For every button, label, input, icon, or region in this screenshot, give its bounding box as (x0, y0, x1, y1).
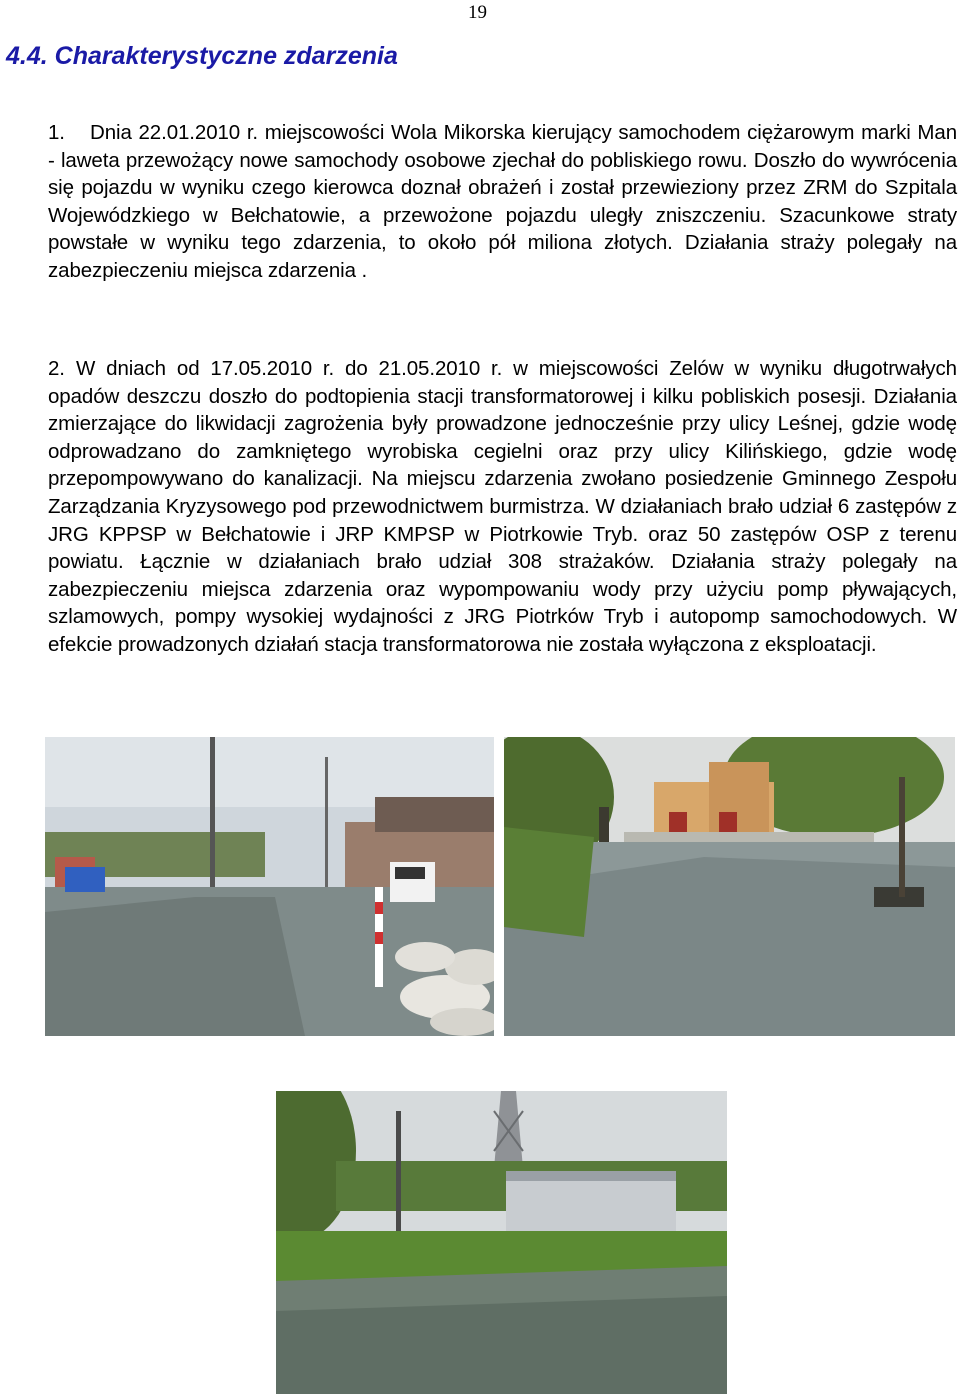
flooded-street-photo (45, 737, 494, 1036)
flooded-square-photo (504, 737, 955, 1036)
flooded-substation-photo (276, 1091, 727, 1394)
list-item-number: 1. (48, 121, 65, 144)
list-item-text: Dnia 22.01.2010 r. miejscowości Wola Mikorska kierujący samochodem ciężarowym marki Man - laweta przewożący nowe samochody osobowe zjechał do pobliskiego rowu. Doszło do wywrócenia się pojazdu w wyniku czego kierowca doznał obrażeń i został przewieziony przez ZRM do Szpitala Wojewódzkiego w Bełchatowie, a przewożone pojazdu uległy zniszczeniu. Szacunkowe straty powstałe w wyniku tego zdarzenia, to około pół miliona złotych. Działania straży polegały na zabezpieczeniu miejsca zdarzenia . (48, 121, 957, 282)
list-item (48, 119, 957, 285)
list-item-text: W dniach od 17.05.2010 r. do 21.05.2010 r. w miejscowości Zelów w wyniku długotrwałych opadów deszczu doszło do podtopienia stacji transformatorowej i kilku pobliskich posesji. Działania zmierzające do likwidacji zagrożenia były prowadzone jednocześnie przy ulicy Leśnej, gdzie wodę odprowadzano do zamkniętego wyrobiska cegielni oraz przy ulicy Kilińskiego, gdzie wodę przepompowywano do kanalizacji. Na miejscu zdarzenia zwołano posiedzenie Gminnego Zespołu Zarządzania Kryzysowego pod przewodnictwem burmistrza. W działaniach brało udział 6 zastępów z JRG KPPSP w Bełchatowie i JRP KMPSP w Piotrkowie Tryb. oraz 50 zastępów OSP z terenu powiatu. Łącznie w działaniach brało udział 308 strażaków. Działania straży polegały na zabezpieczeniu miejsca zdarzenia oraz wypompowaniu wody przy użyciu pomp pływających, szlamowych, pompy wysokiej wydajności z JRG Piotrków Tryb i autopomp samochodowych. W efekcie prowadzonych działań stacja transformatorowa nie została wyłączona z eksploatacji. (48, 357, 957, 656)
page-number: 19 (468, 2, 487, 23)
list-item (48, 355, 957, 659)
list-item-number: 2. (48, 357, 65, 380)
section-heading: 4.4. Charakterystyczne zdarzenia (6, 42, 398, 70)
